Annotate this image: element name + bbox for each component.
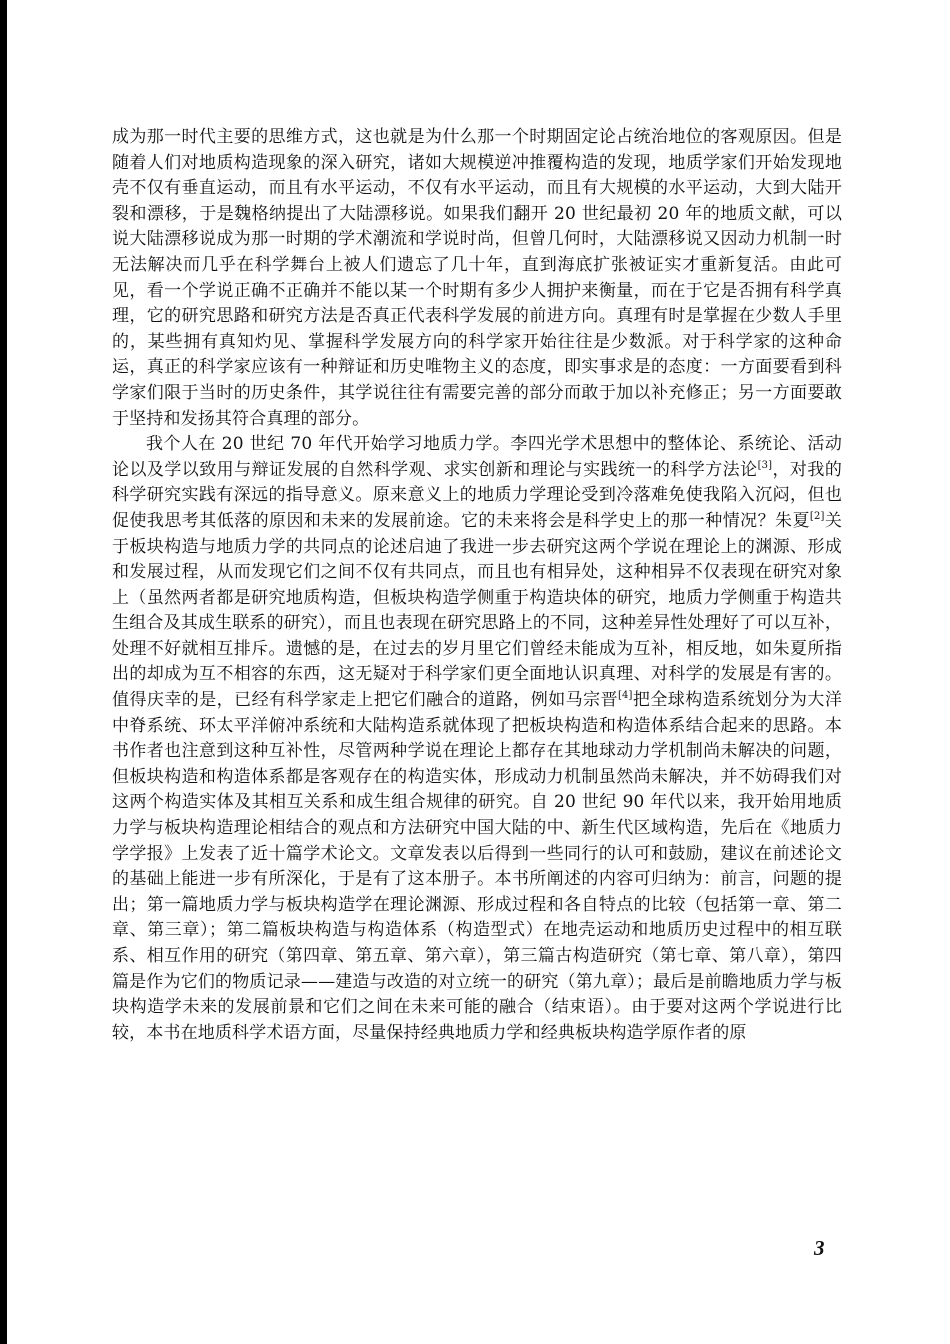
page-number: 3: [814, 1236, 825, 1260]
citation-ref: [4]: [617, 690, 633, 702]
paragraph-1: 成为那一时代主要的思维方式，这也就是为什么那一个时期固定论占统治地位的客观原因。但是随着人们对地质构造现象的深入研究，诸如大规模逆冲推覆构造的发现，地质学家们开始发现地壳不仅有垂直运动，而且有水平运动，不仅有水平运动，而且有大规模的水平运动，大到大陆开裂和漂移，于是魏格纳提出了大陆漂移说。如果我们翻开 20 世纪最初 20 年的地质文献，可以说大陆漂移说成为那一时期的学术潮流和学说时尚，但曾几何时，大陆漂移说又因动力机制一时无法解决而几乎在科学舞台上被人们遗忘了几十年，直到海底扩张被证实才重新复活。由此可见，看一个学说正确不正确并不能以某一个时期有多少人拥护来衡量，而在于它是否拥有科学真理，它的研究思路和研究方法是否真正代表科学发展的前进方向。真理有时是掌握在少数人手里的，某些拥有真知灼见、掌握科学发展方向的科学家开始往往是少数派。对于科学家的这种命运，真正的科学家应该有一种辩证和历史唯物主义的态度，即实事求是的态度：一方面要看到科学家们限于当时的历史条件，其学说往往有需要完善的部分而敢于加以补充修正；另一方面要敢于坚持和发扬其符合真理的部分。: [112, 127, 842, 429]
paragraph-2-segment: 把全球构造系统划分为大洋中脊系统、环太平洋俯冲系统和大陆构造系就体现了把板块构造和构造体系结合起来的思路。本书作者也注意到这种互补性，尽管两种学说在理论上都存在其地球动力学机制尚未解决的问题，但板块构造和构造体系都是客观存在的构造实体，形成动力机制虽然尚未解决，并不妨碍我们对这两个构造实体及其相互关系和成生组合规律的研究。自 20 世纪 90 年代以来，我开始用地质力学与板块构造理论相结合的观点和方法研究中国大陆的中、新生代区域构造，先后在《地质力学学报》上发表了近十篇学术论文。文章发表以后得到一些同行的认可和鼓励，建议在前述论文的基础上能进一步有所深化，于是有了这本册子。本书所阐述的内容可归纳为：前言，问题的提出；第一篇地质力学与板块构造学在理论渊源、形成过程和各自特点的比较（包括第一章、第二章、第三章）；第二篇板块构造与构造体系（构造型式）在地壳运动和地质历史过程中的相互联系、相互作用的研究（第四章、第五章、第六章），第三篇古构造研究（第七章、第八章），第四篇是作为它们的物质记录——建造与改造的对立统一的研究（第九章）；最后是前瞻地质力学与板块构造学未来的发展前景和它们之间在未来可能的融合（结束语）。由于要对这两个学说进行比较，本书在地质科学术语方面，尽量保持经典地质力学和经典板块构造学原作者的原: [112, 690, 842, 1043]
paragraph-2-segment: 我个人在 20 世纪 70 年代开始学习地质力学。李四光学术思想中的整体论、系统论、活动论以及学以致用与辩证发展的自然科学观、求实创新和理论与实践统一的科学方法论: [112, 434, 842, 480]
paragraph-2-segment: 关于板块构造与地质力学的共同点的论述启迪了我进一步去研究这两个学说在理论上的渊源、形成和发展过程，从而发现它们之间不仅有共同点，而且也有相异处，这种相异不仅表现在研究对象上（虽然两者都是研究地质构造，但板块构造学侧重于构造块体的研究，地质力学侧重于构造共生组合及其成生联系的研究），而且也表现在研究思路上的不同，这种差异性处理好了可以互补，处理不好就相互排斥。遗憾的是，在过去的岁月里它们曾经未能成为互补，相反地，如朱夏所指出的却成为互不相容的东西，这无疑对于科学家们更全面地认识真理、对科学的发展是有害的。值得庆幸的是，已经有科学家走上把它们融合的道路，例如马宗晋: [112, 510, 842, 711]
paragraph-2: [112, 432, 842, 1046]
citation-ref: [3]: [757, 459, 773, 471]
page-body: [112, 125, 842, 1046]
citation-ref: [2]: [809, 510, 825, 522]
paragraph-2-segment: ，对我的科学研究实践有深远的指导意义。原来意义上的地质力学理论受到冷落难免使我陷入沉闷，但也促使我思考其低落的原因和未来的发展前途。它的未来将会是科学史上的那一种情况？朱夏: [112, 459, 842, 531]
scan-edge-bar: [0, 0, 7, 1344]
